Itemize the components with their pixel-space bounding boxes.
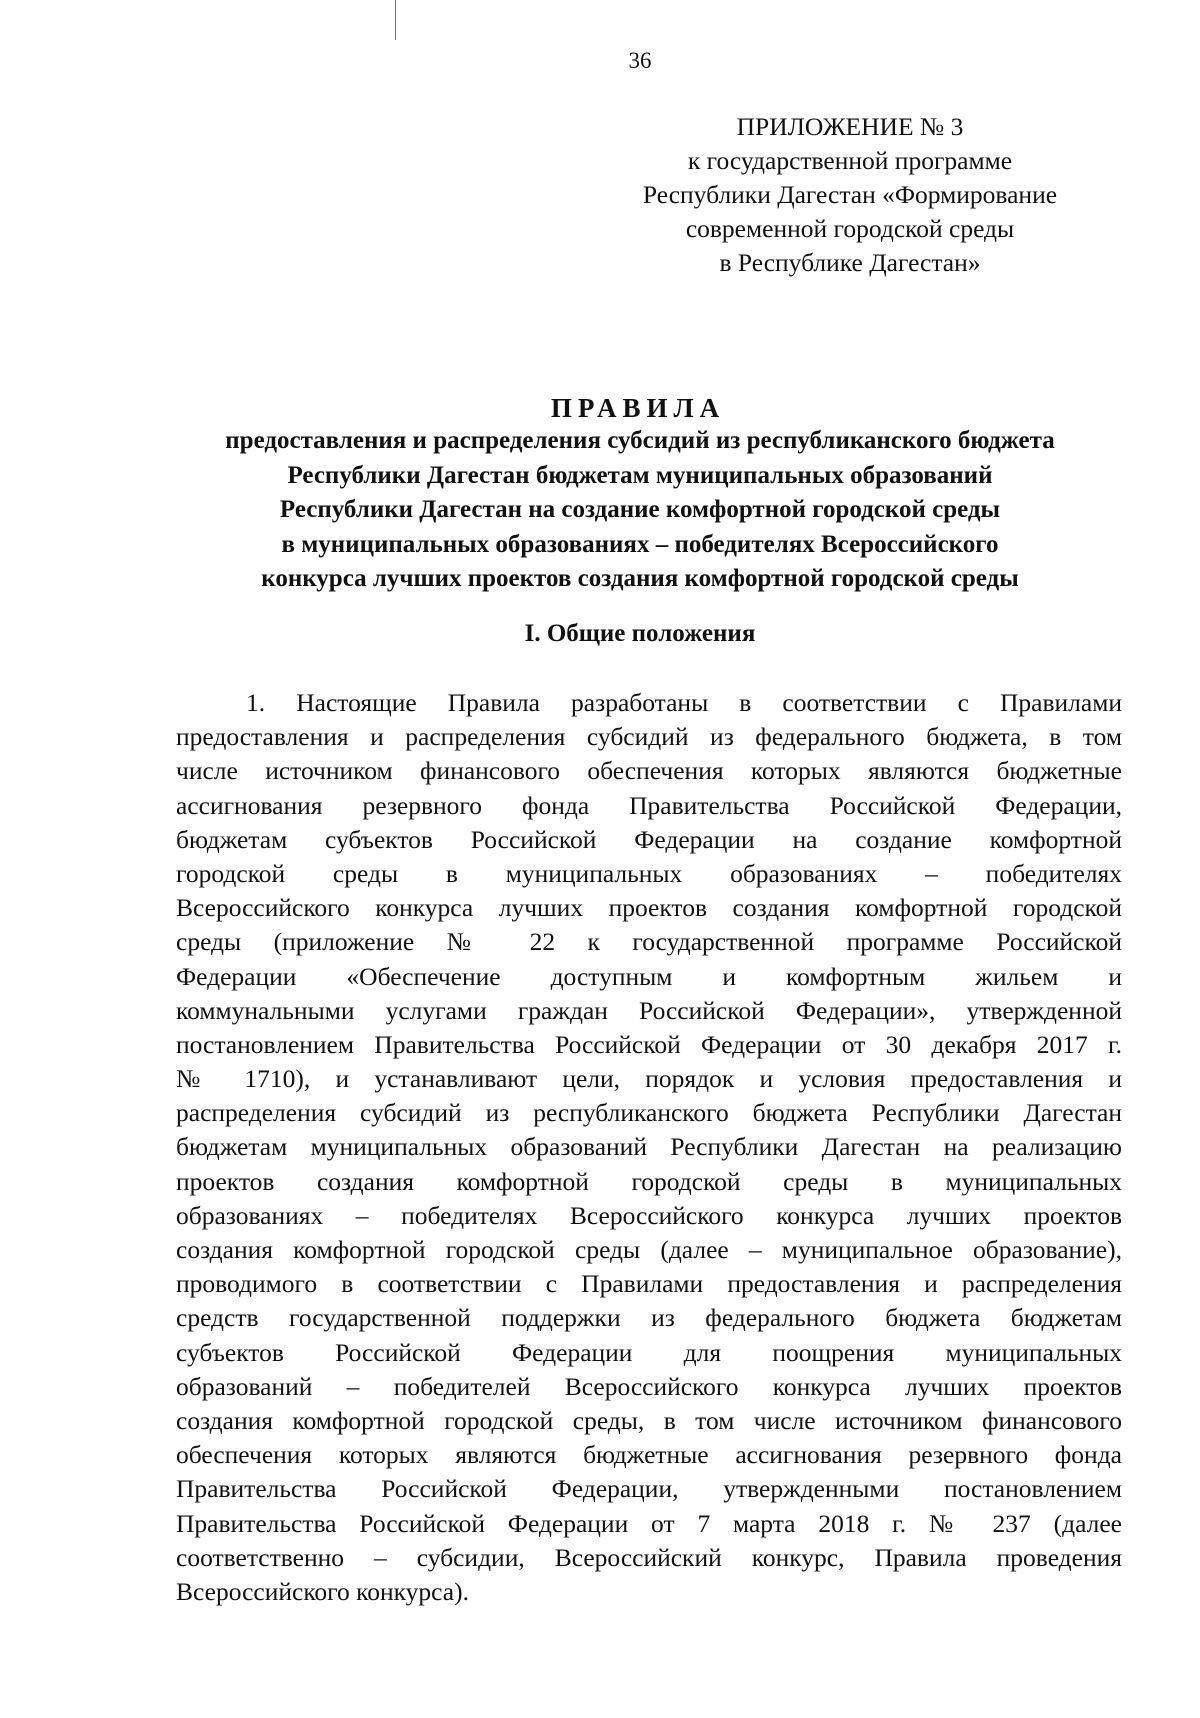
page-number: 36 — [628, 48, 652, 73]
subtitle-line: Республики Дагестан бюджетам муниципальных образований — [287, 461, 993, 489]
paragraph-line: 1. Настоящие Правила разработаны в соответствии с Правилами — [246, 688, 1122, 717]
paragraph-line: бюджетам муниципальных образований Республики Дагестан на реализацию — [176, 1132, 1122, 1162]
subtitle-line: конкурса лучших проектов создания комфортной городской среды — [261, 565, 1019, 592]
paragraph-line: постановлением Правительства Российской Федерации от 30 декабря 2017 г. — [176, 1029, 1122, 1059]
section-heading: I. Общие положения — [524, 620, 756, 647]
paragraph-line: бюджетам субъектов Российской Федерации на создание комфортной — [176, 824, 1122, 854]
paragraph-line: городской среды в муниципальных образованиях – победителях — [176, 858, 1122, 888]
paragraph-line: коммунальными услугами граждан Российской Федерации», утвержденной — [176, 995, 1122, 1025]
paragraph-line: соответственно – субсидии, Всероссийский конкурс, Правила проведения — [176, 1542, 1122, 1572]
paragraph-line: Федерации «Обеспечение доступным и комфортным жильем и — [176, 961, 1122, 991]
paragraph-line: Всероссийского конкурса). — [176, 1576, 469, 1606]
document-title: ПРАВИЛА — [550, 393, 726, 423]
paragraph-line: обеспечения которых являются бюджетные ассигнования резервного фонда — [176, 1440, 1122, 1470]
subtitle-line: предоставления и распределения субсидий из республиканского бюджета — [225, 427, 1055, 454]
paragraph-line: Всероссийского конкурса лучших проектов создания комфортной городской — [176, 893, 1122, 923]
paragraph-line: средств государственной поддержки из федерального бюджета бюджетам — [176, 1303, 1122, 1333]
paragraph-1 — [176, 686, 1122, 1609]
appendix-line: ПРИЛОЖЕНИЕ № 3 — [736, 112, 964, 141]
paragraph-line: образованиях – победителях Всероссийского конкурса лучших проектов — [176, 1200, 1122, 1230]
paragraph-line: проводимого в соответствии с Правилами предоставления и распределения — [176, 1269, 1122, 1299]
paragraph-line: числе источником финансового обеспечения которых являются бюджетные — [176, 756, 1122, 786]
paragraph-line: среды (приложение № 22 к государственной программе Российской — [176, 927, 1122, 957]
paragraph-line: предоставления и распределения субсидий из федерального бюджета, в том — [176, 722, 1122, 752]
paragraph-line: распределения субсидий из республиканского бюджета Республики Дагестан — [176, 1098, 1122, 1128]
paragraph-line: Правительства Российской Федерации от 7 марта 2018 г. № 237 (далее — [176, 1508, 1122, 1538]
appendix-header — [560, 110, 1140, 280]
subtitle-line: Республики Дагестан на создание комфортной городской среды — [279, 496, 1001, 523]
appendix-line: современной городской среды — [685, 214, 1015, 243]
paragraph-line: проектов создания комфортной городской среды в муниципальных — [176, 1166, 1122, 1196]
paragraph-line: образований – победителей Всероссийского конкурса лучших проектов — [176, 1371, 1122, 1401]
appendix-line: Республики Дагестан «Формирование — [642, 180, 1058, 209]
document-subtitle — [150, 424, 1130, 597]
appendix-line: в Республике Дагестан» — [719, 248, 981, 277]
paragraph-line: № 1710), и устанавливают цели, порядок и условия предоставления и — [176, 1064, 1122, 1094]
subtitle-line: в муниципальных образованиях – победителях Всероссийского — [281, 530, 999, 558]
scan-artifact-line — [395, 0, 396, 40]
paragraph-line: субъектов Российской Федерации для поощрения муниципальных — [176, 1337, 1122, 1367]
paragraph-line: ассигнования резервного фонда Правительства Российской Федерации, — [176, 790, 1122, 820]
paragraph-line: создания комфортной городской среды (далее – муниципальное образование), — [176, 1235, 1122, 1264]
paragraph-line: Правительства Российской Федерации, утвержденными постановлением — [176, 1474, 1122, 1504]
appendix-line: к государственной программе — [687, 146, 1013, 175]
paragraph-line: создания комфортной городской среды, в том числе источником финансового — [176, 1405, 1122, 1435]
